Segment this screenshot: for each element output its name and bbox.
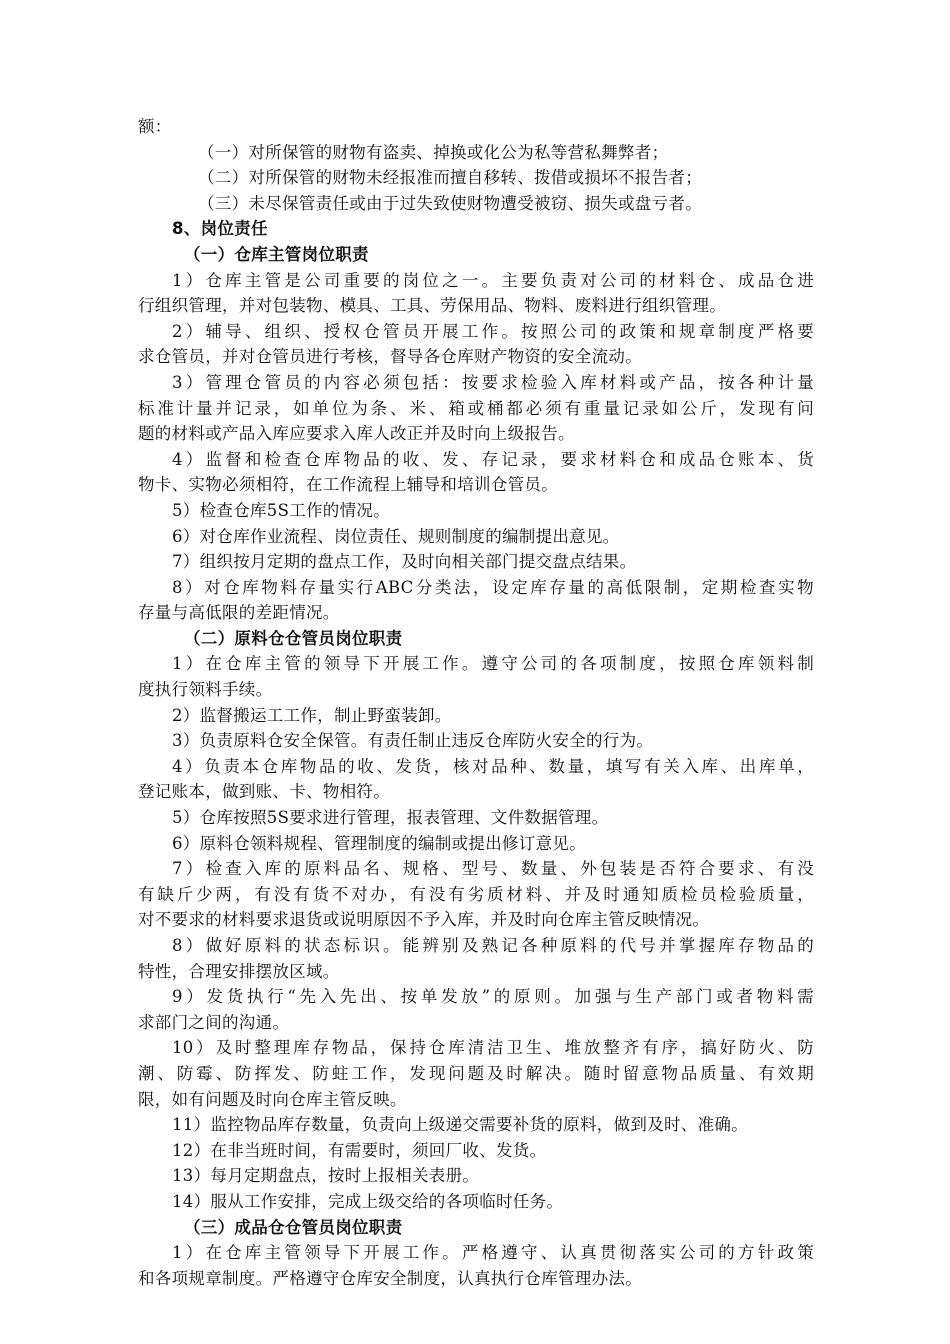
- text-line: 1）在仓库主管的领导下开展工作。遵守公司的各项制度，按照仓库领料制: [172, 654, 814, 674]
- text-line: 对不要求的材料要求退货或说明原因不予入库，并及时向仓库主管反映情况。: [138, 910, 710, 930]
- text-line: 4）负责本仓库物品的收、发货，核对品种、数量，填写有关入库、出库单，: [172, 756, 814, 776]
- text-line: 潮、防霉、防挥发、防蛀工作，发现问题及时解决。随时留意物品质量、有效期: [138, 1063, 814, 1083]
- text-line: 7）组织按月定期的盘点工作，及时向相关部门提交盘点结果。: [172, 552, 637, 572]
- text-line: 和各项规章制度。严格遵守仓库安全制度，认真执行仓库管理办法。: [138, 1268, 642, 1288]
- text-line: 行组织管理，并对包装物、模具、工具、劳保用品、物料、废料进行组织管理。: [138, 296, 726, 316]
- text-line: 12）在非当班时间，有需要时，须回厂收、发货。: [172, 1140, 547, 1160]
- text-line: 有缺斤少两，有没有货不对办，有没有劣质材料、并及时通知质检员检验质量，: [138, 884, 814, 904]
- text-line: （二）原料仓仓管员岗位职责: [184, 628, 403, 648]
- text-line: 10）及时整理库存物品，保持仓库清洁卫生、堆放整齐有序，搞好防火、防: [172, 1038, 814, 1058]
- text-line: 存量与高低限的差距情况。: [138, 603, 340, 623]
- text-line: 14）服从工作安排，完成上级交给的各项临时任务。: [172, 1191, 564, 1211]
- text-line: 1）仓库主管是公司重要的岗位之一。主要负责对公司的材料仓、成品仓进: [172, 270, 814, 290]
- document-page: [138, 114, 814, 1291]
- text-line: 8）做好原料的状态标识。能辨别及熟记各种原料的代号并掌握库存物品的: [172, 936, 814, 955]
- text-line: 特性，合理安排摆放区域。: [138, 961, 340, 981]
- text-line: 额：: [138, 117, 172, 136]
- text-line: 11）监控物品库存数量，负责向上级递交需要补货的原料，做到及时、准确。: [172, 1115, 748, 1135]
- text-line: （二）对所保管的财物未经报准而擅自移转、拨借或损坏不报告者；: [198, 168, 702, 188]
- text-line: （三）未尽保管责任或由于过失致使财物遭受被窃、损失或盘亏者。: [198, 193, 702, 213]
- text-line: 求部门之间的沟通。: [138, 1012, 290, 1032]
- text-line: 4）监督和检查仓库物品的收、发、存记录，要求材料仓和成品仓账本、货: [172, 449, 814, 469]
- text-line: 求仓管员，并对仓管员进行考核，督导各仓库财产物资的安全流动。: [138, 347, 642, 367]
- text-line: 3）管理仓管员的内容必须包括：按要求检验入库材料或产品，按各种计量: [172, 372, 814, 392]
- text-line: 度执行领料手续。: [138, 680, 273, 700]
- text-line: 6）原料仓领料规程、管理制度的编制或提出修订意见。: [172, 833, 586, 853]
- text-line: 3）负责原料仓安全保管。有责任制止违反仓库防火安全的行为。: [172, 731, 654, 751]
- text-line: 6）对仓库作业流程、岗位责任、规则制度的编制提出意见。: [172, 526, 620, 546]
- text-line: 5）仓库按照5S要求进行管理，报表管理、文件数据管理。: [172, 808, 609, 828]
- text-line: 5）检查仓库5S工作的情况。: [172, 500, 390, 520]
- text-line: 1）在仓库主管领导下开展工作。严格遵守、认真贯彻落实公司的方针政策: [172, 1243, 814, 1263]
- text-line: （一）对所保管的财物有盗卖、掉换或化公为私等营私舞弊者；: [198, 142, 669, 162]
- text-line: 标准计量并记录，如单位为条、米、箱或桶都必须有重量记录如公斤，发现有问: [138, 398, 814, 418]
- text-line: （一）仓库主管岗位职责: [184, 244, 369, 264]
- text-line: 题的材料或产品入库应要求入库人改正并及时向上级报告。: [138, 424, 575, 444]
- text-line: 2）辅导、组织、授权仓管员开展工作。按照公司的政策和规章制度严格要: [172, 321, 814, 341]
- text-line: 9）发货执行“先入先出、按单发放”的原则。加强与生产部门或者物料需: [172, 987, 814, 1007]
- text-line: 物卡、实物必须相符，在工作流程上辅导和培训仓管员。: [138, 475, 558, 495]
- text-line: 8）对仓库物料存量实行ABC分类法，设定库存量的高低限制，定期检查实物: [172, 577, 814, 597]
- text-line: 2）监督搬运工工作，制止野蛮装卸。: [172, 705, 452, 725]
- text-line: 限，如有问题及时向仓库主管反映。: [138, 1089, 407, 1109]
- text-line: 7）检查入库的原料品名、规格、型号、数量、外包装是否符合要求、有没: [172, 859, 814, 879]
- text-line: 登记账本，做到账、卡、物相符。: [138, 782, 390, 802]
- text-line: 13）每月定期盘点，按时上报相关表册。: [172, 1166, 480, 1186]
- text-line: （三）成品仓仓管员岗位职责: [184, 1217, 403, 1237]
- text-line: 8、岗位责任: [172, 219, 268, 239]
